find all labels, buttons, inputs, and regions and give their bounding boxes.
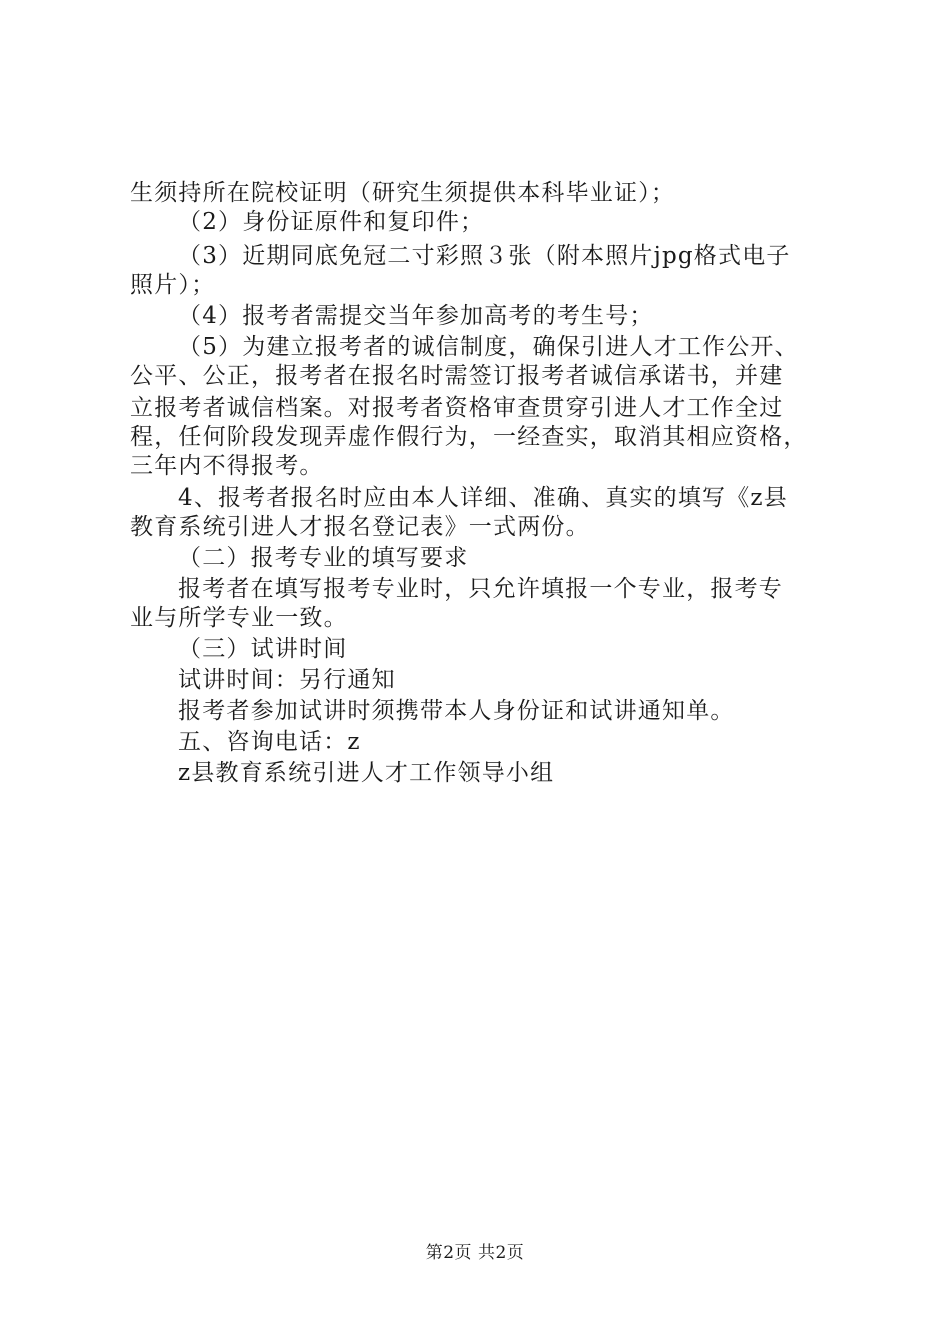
- paragraph-line-5: （4）报考者需提交当年参加高考的考生号；: [178, 303, 654, 329]
- paragraph-line-17: 试讲时间：另行通知: [178, 667, 396, 693]
- paragraph-line-8: 立报考者诚信档案。对报考者资格审查贯穿引进人才工作全过: [130, 395, 784, 421]
- paragraph-line-7: 公平、公正，报考者在报名时需签订报考者诚信承诺书，并建: [130, 363, 784, 389]
- section-heading-5: 五、咨询电话：z: [178, 729, 361, 755]
- paragraph-line-10: 三年内不得报考。: [130, 453, 324, 479]
- paragraph-line-12: 教育系统引进人才报名登记表》一式两份。: [130, 514, 590, 540]
- paragraph-line-15: 业与所学专业一致。: [130, 605, 348, 631]
- section-heading-2: （二）报考专业的填写要求: [178, 545, 469, 571]
- paragraph-line-3: （3）近期同底免冠二寸彩照３张（附本照片jpg格式电子: [178, 243, 791, 269]
- signature-line: z县教育系统引进人才工作领导小组: [178, 760, 555, 786]
- paragraph-line-4: 照片）；: [130, 272, 216, 298]
- paragraph-line-2: （2）身份证原件和复印件；: [178, 209, 485, 235]
- paragraph-line-9: 程，任何阶段发现弄虚作假行为，一经查实，取消其相应资格，: [130, 424, 808, 450]
- section-heading-3: （三）试讲时间: [178, 636, 348, 662]
- paragraph-line-11: 4、报考者报名时应由本人详细、准确、真实的填写《z县: [178, 485, 788, 511]
- paragraph-line-1: 生须持所在院校证明（研究生须提供本科毕业证）；: [130, 180, 676, 206]
- paragraph-line-14: 报考者在填写报考专业时，只允许填报一个专业，报考专: [178, 576, 783, 602]
- paragraph-line-6: （5）为建立报考者的诚信制度，确保引进人才工作公开、: [178, 334, 799, 360]
- page-footer: 第2页 共2页: [425, 1243, 525, 1263]
- paragraph-line-18: 报考者参加试讲时须携带本人身份证和试讲通知单。: [178, 698, 735, 724]
